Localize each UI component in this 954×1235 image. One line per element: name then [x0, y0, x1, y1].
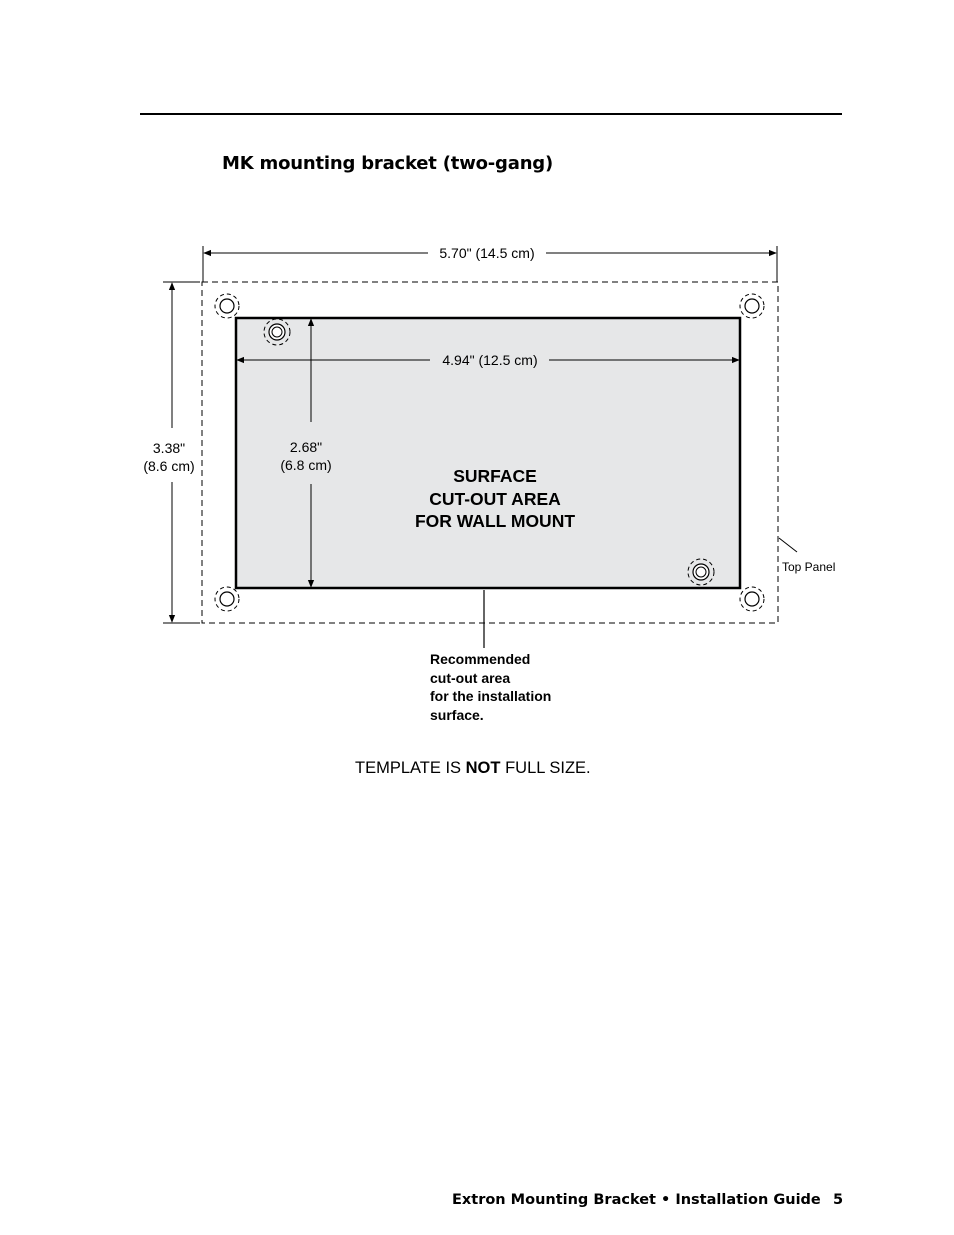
recommended-line3: for the installation: [430, 688, 552, 704]
footer-title: Extron Mounting Bracket • Installation Guide: [452, 1192, 821, 1208]
recommended-line1: Recommended: [430, 651, 531, 667]
inner-height-label-line1: 2.68": [289, 439, 323, 455]
section-title: MK mounting bracket (two-gang): [222, 153, 554, 174]
recommended-line2: cut-out area: [430, 669, 511, 686]
recommended-line4: surface.: [430, 706, 484, 723]
recommended-cutout-note: [430, 650, 551, 724]
inner-height-label: [273, 438, 339, 474]
inner-height-label-line2: (6.8 cm): [280, 457, 332, 473]
outer-height-label: [136, 439, 202, 475]
screw-hole-top-right: [740, 294, 764, 318]
template-note-prefix: TEMPLATE IS: [355, 759, 466, 777]
outer-height-label-line1: 3.38": [152, 440, 186, 456]
top-panel-leader: [779, 538, 797, 552]
cutout-label-line3: FOR WALL MOUNT: [414, 511, 576, 531]
cutout-label-line2: CUT-OUT AREA: [429, 488, 561, 509]
template-note-emphasis: NOT: [465, 759, 501, 777]
outer-width-label: 5.70" (14.5 cm): [439, 245, 535, 261]
outer-height-label-line2: (8.6 cm): [143, 458, 195, 474]
page-number: 5: [833, 1192, 844, 1208]
template-note-suffix: FULL SIZE.: [500, 759, 591, 777]
cutout-label: [394, 465, 596, 533]
template-size-note: [355, 759, 591, 778]
screw-hole-top-left: [215, 294, 239, 318]
cutout-label-line1: SURFACE: [453, 466, 537, 486]
screw-hole-bottom-right: [740, 587, 764, 611]
inner-width-label: 4.94" (12.5 cm): [442, 352, 538, 368]
top-panel-label: Top Panel: [782, 560, 836, 574]
screw-hole-bottom-left: [215, 587, 239, 611]
